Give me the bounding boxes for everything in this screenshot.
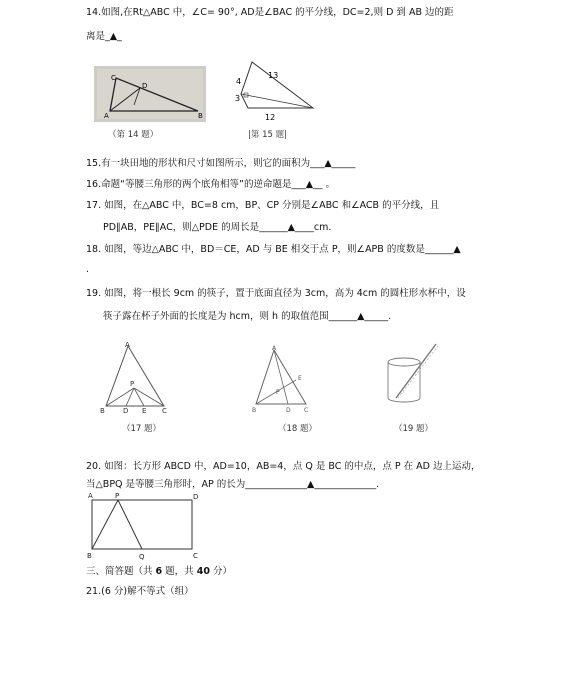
q19-line1: 19. 如图，将一根长 9cm 的筷子，置于底面直径为 3cm，高为 4cm 的圆柱形水杯中，设 bbox=[86, 288, 466, 299]
figure-18-label-e: E bbox=[298, 375, 302, 382]
q19-line2: 筷子露在杯子外面的长度是为 hcm，则 h 的取值范围______▲_____. bbox=[103, 311, 392, 322]
figure-14 bbox=[94, 66, 206, 122]
figure-14-label-a: A bbox=[104, 112, 109, 120]
section-3-mid: 题，共 bbox=[162, 566, 197, 577]
figure-20-label-q: Q bbox=[139, 553, 145, 561]
figure-19-chopstick bbox=[396, 344, 436, 398]
q14-line1: 14.如图,在Rt△ABC 中，∠C= 90°, AD是∠BAC 的平分线，DC=2,则 D 到 AB 边的距 bbox=[86, 7, 454, 18]
section-3-prefix: 三、简答题（共 bbox=[86, 566, 156, 577]
figure-19-cup-top bbox=[388, 358, 420, 366]
section-3-points: 40 bbox=[196, 566, 210, 577]
q14-line2: 离是_▲_ bbox=[86, 31, 122, 42]
figure-15-label-3: 3 bbox=[235, 94, 241, 103]
figure-20-rectangle bbox=[92, 500, 192, 549]
q21-text: 21.(6 分)解不等式（组） bbox=[86, 586, 194, 597]
figure-18-label-d: D bbox=[286, 407, 291, 414]
q17-line1: 17. 如图，在△ABC 中，BC=8 cm，BP、CP 分别是∠ABC 和∠ACB 的平分线，且 bbox=[86, 200, 440, 211]
q16-text: 16.命题“等腰三角形的两个底角相等”的逆命题是___▲__ 。 bbox=[86, 179, 336, 190]
figure-15-caption: |第 15 题| bbox=[248, 130, 287, 140]
figure-18-label-a: A bbox=[272, 345, 277, 352]
figure-14-caption: （第 14 题） bbox=[108, 130, 159, 140]
q18-line1: 18. 如图，等边△ABC 中，BD＝CE，AD 与 BE 相交于点 P，则∠APB 的度数是______▲ bbox=[86, 244, 461, 255]
figure-20-label-b: B bbox=[87, 552, 92, 560]
figure-18-label-p: P bbox=[276, 389, 280, 396]
figure-17-label-b: B bbox=[100, 407, 105, 415]
figure-19-chopstick-shadow bbox=[398, 346, 438, 398]
figure-20 bbox=[84, 490, 208, 562]
q20-line1: 20. 如图：长方形 ABCD 中，AD=10，AB=4，点 Q 是 BC 的中点，点 P 在 AD 边上运动， bbox=[86, 461, 481, 472]
figure-18-label-c: C bbox=[304, 407, 309, 414]
figure-17-triangle bbox=[106, 346, 164, 406]
section-3-suffix: 分） bbox=[209, 566, 232, 577]
q18-line2: . bbox=[86, 264, 90, 275]
figure-15-label-4: 4 bbox=[236, 77, 242, 86]
figure-17-label-c: C bbox=[162, 407, 167, 415]
q20-line2: 当△BPQ 是等腰三角形时，AP 的长为_____________▲_____________. bbox=[86, 479, 380, 490]
figure-15-label-12: 12 bbox=[265, 113, 276, 122]
section-3-count: 6 bbox=[155, 566, 163, 577]
q17-line2: PD∥AB，PE∥AC，则△PDE 的周长是______▲____cm. bbox=[103, 222, 332, 233]
figure-17-label-p: P bbox=[130, 380, 135, 388]
figure-19-cup-bottom bbox=[388, 398, 420, 402]
figure-19 bbox=[384, 340, 444, 412]
figure-17 bbox=[96, 340, 174, 415]
figure-20-bp bbox=[92, 500, 118, 549]
figure-20-label-d: D bbox=[193, 493, 199, 501]
figure-17-label-d: D bbox=[123, 407, 129, 415]
figure-15 bbox=[228, 58, 318, 124]
figure-18-caption: （18 题） bbox=[278, 424, 318, 434]
figure-20-pq bbox=[118, 500, 142, 549]
figure-17-cp bbox=[134, 388, 164, 406]
figure-19-caption: （19 题） bbox=[394, 424, 434, 434]
figure-18 bbox=[248, 344, 314, 416]
figure-17-label-a: A bbox=[125, 341, 130, 349]
figure-15-diagonal bbox=[241, 94, 313, 108]
section-3-heading bbox=[86, 565, 232, 579]
figure-17-label-e: E bbox=[142, 407, 147, 415]
figure-20-label-c: C bbox=[193, 552, 198, 560]
figure-14-label-c: C bbox=[111, 74, 116, 82]
figure-17-caption: （17 题） bbox=[122, 424, 162, 434]
figure-20-label-p: P bbox=[115, 492, 120, 500]
figure-15-label-13: 13 bbox=[268, 71, 279, 80]
figure-20-label-a: A bbox=[88, 492, 93, 500]
q15-text: 15.有一块田地的形状和尺寸如图所示，则它的面积为___▲_____ bbox=[86, 158, 356, 169]
figure-14-label-b: B bbox=[198, 112, 203, 120]
figure-18-label-b: B bbox=[252, 407, 257, 414]
figure-14-label-d: D bbox=[142, 82, 148, 90]
